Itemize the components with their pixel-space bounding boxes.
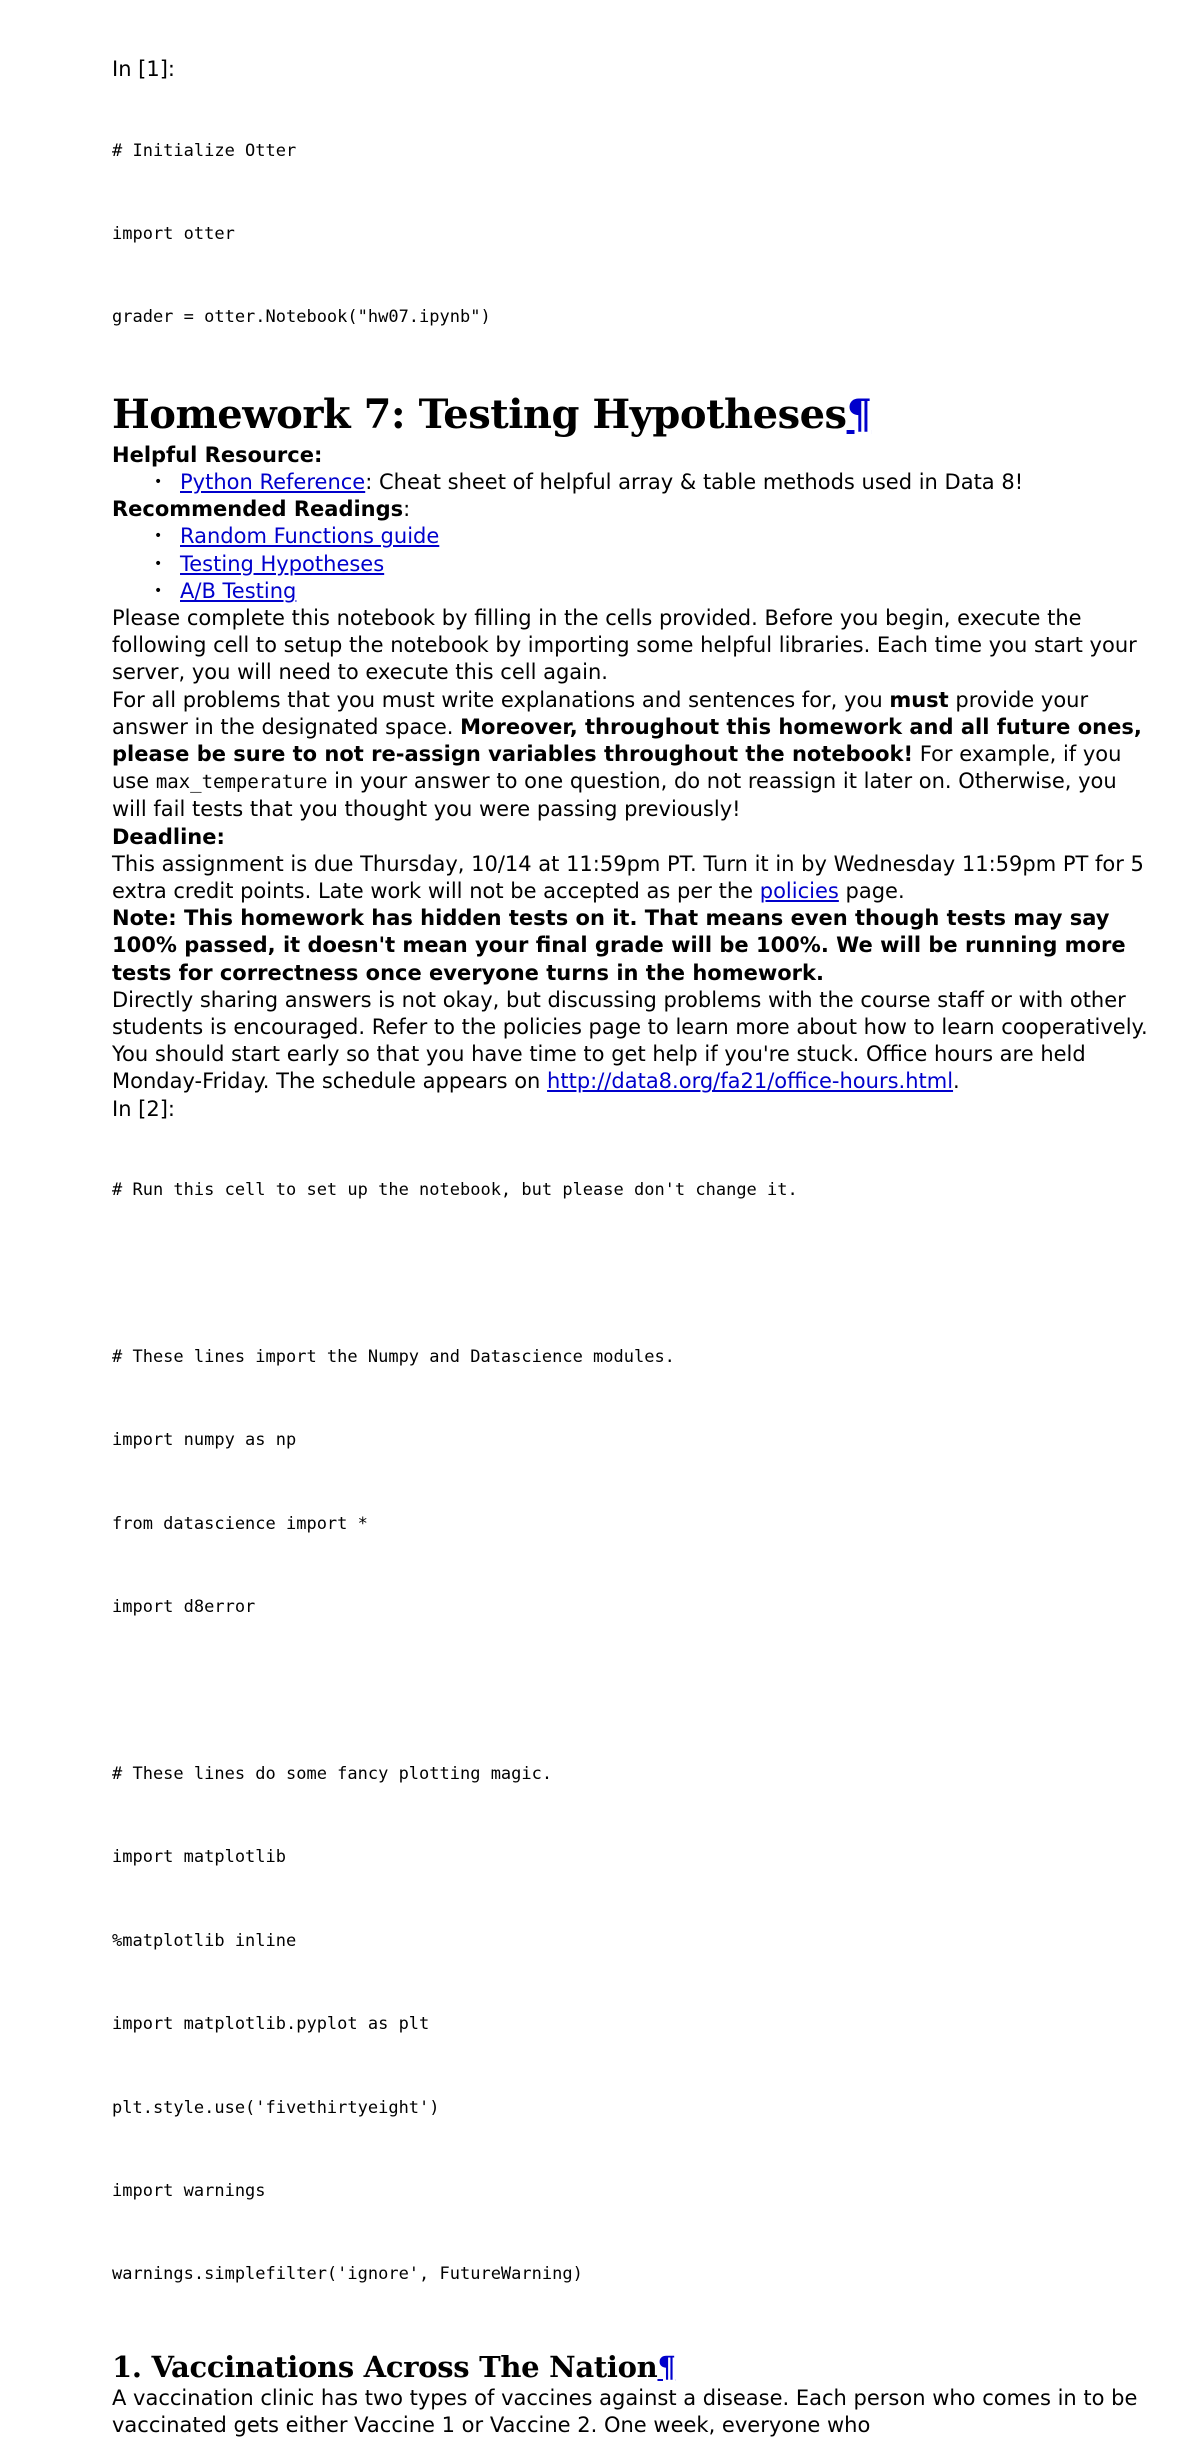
bullet-icon: • [154,582,163,599]
note-paragraph: Note: This homework has hidden tests on it. That means even though tests may say 100% passed, it doesn't mean your final grade will be 100%. We will be running more tests for correctness once everyone turns in the homework. [112,906,1126,985]
reading-link[interactable]: Testing Hypotheses [180,551,385,576]
list-item [154,523,1152,550]
code-cell-1 [112,56,1152,388]
code-line: %matplotlib inline [112,1930,297,1951]
code-block[interactable] [112,1122,1152,2345]
python-reference-link[interactable]: Python Reference [180,469,366,494]
code-line [112,1261,1152,1289]
deadline-paragraph [112,851,1152,905]
code-line: import numpy as np [112,1430,297,1451]
code-line: grader = otter.Notebook("hw07.ipynb") [112,307,491,328]
code-line: warnings.simplefilter('ignore', FutureWarning) [112,2264,583,2285]
text-span: For example, if you use [112,742,1122,794]
section-1-paragraph: A vaccination clinic has two types of vaccines against a disease. Each person who comes in to be vaccinated gets either Vaccine 1 or Vaccine 2. One week, everyone who [112,2385,1138,2437]
bold-span: must [889,687,949,712]
text-span: in your answer to one question, do not reassign it later on. Otherwise, you will fail tests that you thought you were passing previously! [112,769,1117,822]
readings-list [112,523,1152,605]
code-cell-2 [112,1096,1152,2345]
text-span: . [953,1069,960,1094]
code-line: # Initialize Otter [112,140,297,161]
code-line: import d8error [112,1597,256,1618]
text-span: For all problems that you must write explanations and sentences for, you [112,687,890,712]
notebook-page [112,56,1152,2439]
text-span: provide your answer in the designated space. [112,687,1089,739]
page-title [112,392,1152,438]
bullet-icon: • [154,555,163,572]
code-line: import warnings [112,2180,266,2201]
section-1-title [112,2349,1152,2385]
explanation-paragraph [112,687,1152,824]
sharing-paragraph: Directly sharing answers is not okay, but discussing problems with the course staff or with other students is encouraged. Refer to the policies page to learn more about how to learn cooperatively. [112,987,1148,1040]
code-line: plt.style.use('fivethirtyeight') [112,2097,440,2118]
bullet-icon: • [154,473,163,490]
text-span: You should start early so that you have time to get help if you're stuck. Office hours are held Monday-Friday. The schedule appears on [112,1042,1086,1094]
helpful-resource-list [112,469,1152,496]
code-line: # Run this cell to set up the notebook, but please don't change it. [112,1180,798,1201]
code-line: # These lines import the Numpy and Datascience modules. [112,1347,675,1368]
code-line: import matplotlib.pyplot as plt [112,2014,430,2035]
helpful-resource-heading: Helpful Resource: [112,442,323,467]
resource-description: : Cheat sheet of helpful array & table methods used in Data 8! [365,469,1024,494]
deadline-heading: Deadline: [112,824,225,849]
code-line: import matplotlib [112,1847,286,1868]
code-line: from datascience import * [112,1513,368,1534]
policies-link[interactable]: policies [759,879,839,904]
bullet-icon: • [154,528,163,545]
code-line [112,1678,1152,1706]
code-block[interactable] [112,82,1152,388]
cell-prompt: In [1]: [112,57,175,81]
list-item [154,551,1152,578]
title-text: Homework 7: Testing Hypotheses [112,390,847,438]
list-item [154,578,1152,605]
text-span: This assignment is due Thursday, 10/14 at 11:59pm PT. Turn it in by Wednesday 11:59pm PT for 5 extra credit points. Late work will not be accepted as per the [112,851,1144,904]
office-hours-link[interactable]: http://data8.org/fa21/office-hours.html [547,1069,954,1094]
code-line: # These lines do some fancy plotting magic. [112,1763,553,1784]
start-early-paragraph [112,1041,1152,1095]
bold-span: Moreover, throughout this homework and all future ones, please be sure to not re-assign variables throughout the notebook! [112,714,1142,766]
title-anchor-link[interactable]: ¶ [846,390,872,438]
section-title-text: 1. Vaccinations Across The Nation [112,2349,658,2384]
text-span: page. [838,879,905,904]
readings-label: Recommended Readings [112,497,404,522]
intro-paragraph: Please complete this notebook by filling in the cells provided. Before you begin, execute the following cell to setup the notebook by importing some helpful libraries. Each time you start your server, you will need to execute this cell again. [112,605,1137,685]
reading-link[interactable]: Random Functions guide [180,524,440,549]
section-anchor-link[interactable]: ¶ [657,2349,676,2384]
readings-colon: : [403,497,411,522]
list-item [154,469,1152,496]
recommended-readings-heading [112,496,1152,523]
reading-link[interactable]: A/B Testing [180,578,297,603]
inline-code: max_temperature [155,771,328,794]
cell-prompt: In [2]: [112,1096,175,1121]
code-line: import otter [112,223,235,244]
